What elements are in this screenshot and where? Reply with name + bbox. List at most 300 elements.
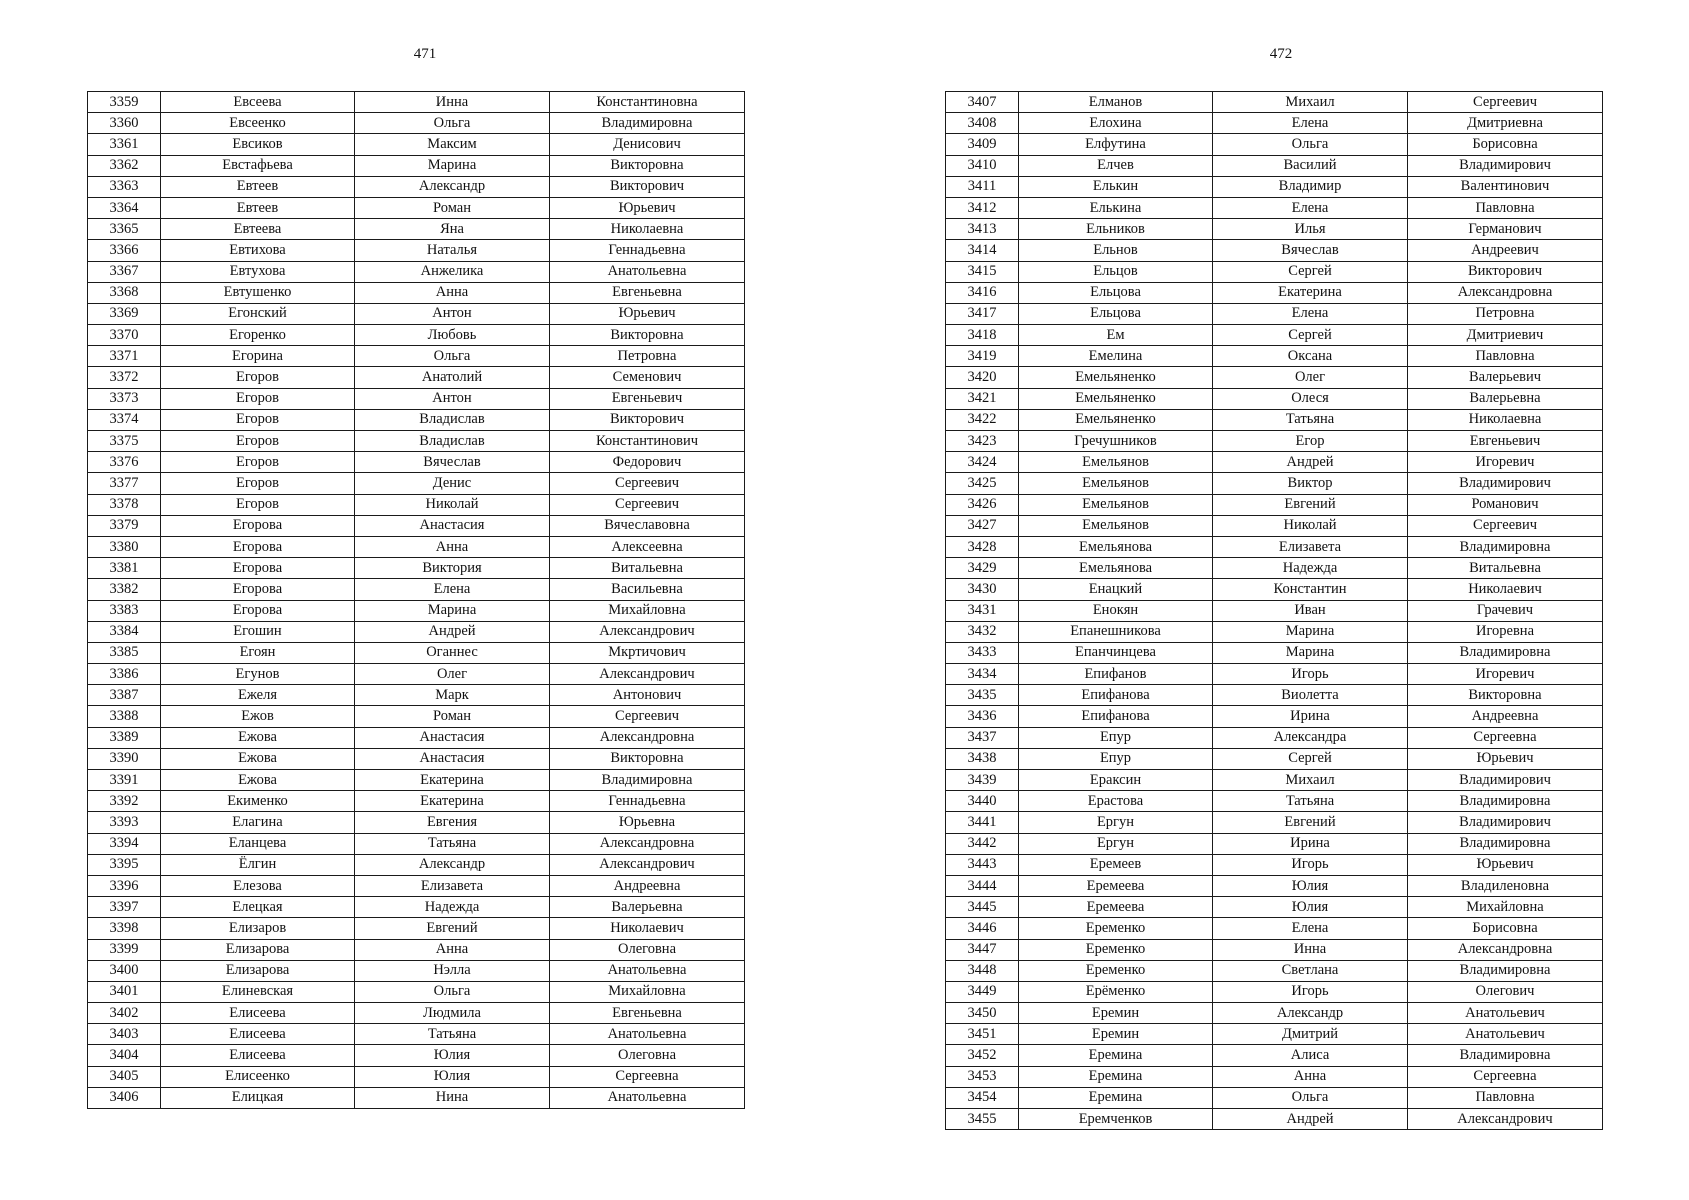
- surname-cell: Евсеева: [161, 92, 355, 113]
- patronymic-cell: Николаевич: [1408, 579, 1603, 600]
- patronymic-cell: Анатольевна: [550, 960, 745, 981]
- patronymic-cell: Константиновна: [550, 92, 745, 113]
- patronymic-cell: Анатольевич: [1408, 1024, 1603, 1045]
- patronymic-cell: Юрьевич: [1408, 854, 1603, 875]
- patronymic-cell: Федорович: [550, 452, 745, 473]
- table-row: [88, 409, 745, 430]
- first-name-cell: Сергей: [1213, 325, 1408, 346]
- table-row: [88, 727, 745, 748]
- first-name-cell: Надежда: [1213, 558, 1408, 579]
- row-number-cell: 3406: [88, 1087, 161, 1108]
- patronymic-cell: Дмитриевна: [1408, 113, 1603, 134]
- first-name-cell: Андрей: [1213, 1109, 1408, 1130]
- row-number-cell: 3416: [946, 282, 1019, 303]
- first-name-cell: Нина: [355, 1087, 550, 1108]
- patronymic-cell: Владиленовна: [1408, 875, 1603, 896]
- surname-cell: Евтеев: [161, 197, 355, 218]
- surname-cell: Егорина: [161, 346, 355, 367]
- row-number-cell: 3430: [946, 579, 1019, 600]
- patronymic-cell: Александровна: [550, 727, 745, 748]
- patronymic-cell: Викторович: [550, 409, 745, 430]
- patronymic-cell: Владимировна: [1408, 833, 1603, 854]
- first-name-cell: Марина: [1213, 621, 1408, 642]
- row-number-cell: 3400: [88, 960, 161, 981]
- surname-cell: Елизарова: [161, 960, 355, 981]
- first-name-cell: Дмитрий: [1213, 1024, 1408, 1045]
- patronymic-cell: Вячеславовна: [550, 515, 745, 536]
- patronymic-cell: Александрович: [550, 854, 745, 875]
- first-name-cell: Владислав: [355, 431, 550, 452]
- first-name-cell: Евгений: [1213, 494, 1408, 515]
- surname-cell: Елиневская: [161, 981, 355, 1002]
- first-name-cell: Анастасия: [355, 748, 550, 769]
- first-name-cell: Игорь: [1213, 854, 1408, 875]
- table-row: [88, 812, 745, 833]
- table-row: [88, 791, 745, 812]
- table-row: [946, 897, 1603, 918]
- row-number-cell: 3375: [88, 431, 161, 452]
- row-number-cell: 3411: [946, 176, 1019, 197]
- table-row: [946, 134, 1603, 155]
- table-row: [946, 558, 1603, 579]
- patronymic-cell: Викторовна: [550, 325, 745, 346]
- row-number-cell: 3439: [946, 770, 1019, 791]
- table-row: [946, 388, 1603, 409]
- row-number-cell: 3405: [88, 1066, 161, 1087]
- row-number-cell: 3451: [946, 1024, 1019, 1045]
- row-number-cell: 3376: [88, 452, 161, 473]
- patronymic-cell: Константинович: [550, 431, 745, 452]
- patronymic-cell: Валентинович: [1408, 176, 1603, 197]
- row-number-cell: 3452: [946, 1045, 1019, 1066]
- surname-cell: Егоров: [161, 494, 355, 515]
- row-number-cell: 3449: [946, 981, 1019, 1002]
- patronymic-cell: Петровна: [1408, 303, 1603, 324]
- table-row: [88, 1087, 745, 1108]
- table-row: [88, 706, 745, 727]
- surname-cell: Егорова: [161, 515, 355, 536]
- surname-cell: Емельянов: [1019, 452, 1213, 473]
- first-name-cell: Евгения: [355, 812, 550, 833]
- table-row: [946, 92, 1603, 113]
- patronymic-cell: Олегович: [1408, 981, 1603, 1002]
- table-row: [88, 536, 745, 557]
- patronymic-cell: Юрьевич: [550, 197, 745, 218]
- surname-cell: Епур: [1019, 748, 1213, 769]
- table-row: [946, 685, 1603, 706]
- page-number-left: 471: [413, 46, 437, 62]
- patronymic-cell: Борисовна: [1408, 134, 1603, 155]
- table-row: [88, 303, 745, 324]
- first-name-cell: Людмила: [355, 1003, 550, 1024]
- first-name-cell: Юлия: [355, 1066, 550, 1087]
- first-name-cell: Елизавета: [1213, 536, 1408, 557]
- surname-cell: Евстафьева: [161, 155, 355, 176]
- row-number-cell: 3403: [88, 1024, 161, 1045]
- patronymic-cell: Викторович: [1408, 261, 1603, 282]
- patronymic-cell: Юрьевна: [550, 812, 745, 833]
- patronymic-cell: Борисовна: [1408, 918, 1603, 939]
- row-number-cell: 3397: [88, 897, 161, 918]
- first-name-cell: Нэлла: [355, 960, 550, 981]
- first-name-cell: Егор: [1213, 431, 1408, 452]
- table-row: [946, 791, 1603, 812]
- surname-cell: Гречушников: [1019, 431, 1213, 452]
- surname-cell: Елицкая: [161, 1087, 355, 1108]
- first-name-cell: Андрей: [1213, 452, 1408, 473]
- row-number-cell: 3443: [946, 854, 1019, 875]
- first-name-cell: Алиса: [1213, 1045, 1408, 1066]
- first-name-cell: Максим: [355, 134, 550, 155]
- patronymic-cell: Игоревна: [1408, 621, 1603, 642]
- patronymic-cell: Витальевна: [550, 558, 745, 579]
- surname-cell: Енацкий: [1019, 579, 1213, 600]
- row-number-cell: 3419: [946, 346, 1019, 367]
- table-row: [946, 833, 1603, 854]
- table-row: [88, 388, 745, 409]
- first-name-cell: Инна: [355, 92, 550, 113]
- row-number-cell: 3367: [88, 261, 161, 282]
- row-number-cell: 3447: [946, 939, 1019, 960]
- table-row: [946, 176, 1603, 197]
- patronymic-cell: Олеговна: [550, 939, 745, 960]
- first-name-cell: Ольга: [1213, 134, 1408, 155]
- patronymic-cell: Викторович: [550, 176, 745, 197]
- surname-cell: Епифанова: [1019, 685, 1213, 706]
- first-name-cell: Елизавета: [355, 875, 550, 896]
- surname-cell: Ераксин: [1019, 770, 1213, 791]
- surname-cell: Егоров: [161, 409, 355, 430]
- row-number-cell: 3387: [88, 685, 161, 706]
- row-number-cell: 3424: [946, 452, 1019, 473]
- surname-cell: Евтушенко: [161, 282, 355, 303]
- row-number-cell: 3434: [946, 664, 1019, 685]
- first-name-cell: Татьяна: [1213, 791, 1408, 812]
- row-number-cell: 3383: [88, 600, 161, 621]
- patronymic-cell: Витальевна: [1408, 558, 1603, 579]
- table-row: [88, 452, 745, 473]
- table-row: [88, 92, 745, 113]
- row-number-cell: 3370: [88, 325, 161, 346]
- row-number-cell: 3453: [946, 1066, 1019, 1087]
- patronymic-cell: Павловна: [1408, 1087, 1603, 1108]
- patronymic-cell: Владимировна: [550, 113, 745, 134]
- table-row: [946, 748, 1603, 769]
- row-number-cell: 3428: [946, 536, 1019, 557]
- row-number-cell: 3364: [88, 197, 161, 218]
- surname-cell: Еременко: [1019, 918, 1213, 939]
- patronymic-cell: Сергеевич: [1408, 92, 1603, 113]
- surname-cell: Егошин: [161, 621, 355, 642]
- patronymic-cell: Владимирович: [1408, 770, 1603, 791]
- surname-cell: Ерёменко: [1019, 981, 1213, 1002]
- surname-cell: Ергун: [1019, 833, 1213, 854]
- surname-cell: Елькина: [1019, 197, 1213, 218]
- first-name-cell: Вячеслав: [355, 452, 550, 473]
- surname-cell: Егоренко: [161, 325, 355, 346]
- row-number-cell: 3389: [88, 727, 161, 748]
- surname-cell: Ерастова: [1019, 791, 1213, 812]
- patronymic-cell: Павловна: [1408, 197, 1603, 218]
- first-name-cell: Ирина: [1213, 833, 1408, 854]
- row-number-cell: 3402: [88, 1003, 161, 1024]
- patronymic-cell: Грачевич: [1408, 600, 1603, 621]
- patronymic-cell: Анатольевна: [550, 1024, 745, 1045]
- table-row: [946, 240, 1603, 261]
- patronymic-cell: Анатольевич: [1408, 1003, 1603, 1024]
- table-row: [946, 854, 1603, 875]
- first-name-cell: Елена: [1213, 197, 1408, 218]
- first-name-cell: Денис: [355, 473, 550, 494]
- patronymic-cell: Романович: [1408, 494, 1603, 515]
- surname-cell: Егорова: [161, 579, 355, 600]
- patronymic-cell: Викторовна: [550, 748, 745, 769]
- row-number-cell: 3379: [88, 515, 161, 536]
- table-row: [946, 515, 1603, 536]
- row-number-cell: 3373: [88, 388, 161, 409]
- surname-cell: Ежова: [161, 748, 355, 769]
- row-number-cell: 3359: [88, 92, 161, 113]
- patronymic-cell: Семенович: [550, 367, 745, 388]
- table-row: [88, 325, 745, 346]
- table-row: [88, 494, 745, 515]
- first-name-cell: Анатолий: [355, 367, 550, 388]
- table-row: [946, 600, 1603, 621]
- table-row: [88, 282, 745, 303]
- row-number-cell: 3407: [946, 92, 1019, 113]
- first-name-cell: Юлия: [1213, 897, 1408, 918]
- row-number-cell: 3381: [88, 558, 161, 579]
- patronymic-cell: Сергеевич: [550, 494, 745, 515]
- table-row: [946, 770, 1603, 791]
- first-name-cell: Наталья: [355, 240, 550, 261]
- first-name-cell: Илья: [1213, 219, 1408, 240]
- patronymic-cell: Владимировна: [550, 770, 745, 791]
- surname-cell: Ежова: [161, 770, 355, 791]
- patronymic-cell: Павловна: [1408, 346, 1603, 367]
- first-name-cell: Анна: [355, 536, 550, 557]
- surname-cell: Елизарова: [161, 939, 355, 960]
- first-name-cell: Анастасия: [355, 727, 550, 748]
- first-name-cell: Владислав: [355, 409, 550, 430]
- surname-cell: Елагина: [161, 812, 355, 833]
- table-row: [946, 494, 1603, 515]
- row-number-cell: 3436: [946, 706, 1019, 727]
- first-name-cell: Юлия: [1213, 875, 1408, 896]
- row-number-cell: 3398: [88, 918, 161, 939]
- table-row: [946, 303, 1603, 324]
- table-row: [946, 960, 1603, 981]
- row-number-cell: 3440: [946, 791, 1019, 812]
- first-name-cell: Елена: [1213, 113, 1408, 134]
- table-row: [946, 325, 1603, 346]
- surname-cell: Еременко: [1019, 960, 1213, 981]
- patronymic-cell: Александровна: [1408, 282, 1603, 303]
- patronymic-cell: Викторовна: [550, 155, 745, 176]
- table-row: [946, 579, 1603, 600]
- row-number-cell: 3421: [946, 388, 1019, 409]
- row-number-cell: 3378: [88, 494, 161, 515]
- row-number-cell: 3425: [946, 473, 1019, 494]
- row-number-cell: 3426: [946, 494, 1019, 515]
- row-number-cell: 3442: [946, 833, 1019, 854]
- first-name-cell: Олег: [355, 664, 550, 685]
- surname-cell: Емельяненко: [1019, 409, 1213, 430]
- first-name-cell: Анжелика: [355, 261, 550, 282]
- surname-cell: Елецкая: [161, 897, 355, 918]
- patronymic-cell: Александрович: [1408, 1109, 1603, 1130]
- first-name-cell: Елена: [1213, 303, 1408, 324]
- row-number-cell: 3417: [946, 303, 1019, 324]
- table-row: [88, 664, 745, 685]
- table-row: [88, 155, 745, 176]
- surname-cell: Евтухова: [161, 261, 355, 282]
- table-row: [88, 431, 745, 452]
- patronymic-cell: Александрович: [550, 664, 745, 685]
- row-number-cell: 3363: [88, 176, 161, 197]
- row-number-cell: 3410: [946, 155, 1019, 176]
- table-row: [88, 1024, 745, 1045]
- row-number-cell: 3429: [946, 558, 1019, 579]
- surname-cell: Епифанова: [1019, 706, 1213, 727]
- row-number-cell: 3415: [946, 261, 1019, 282]
- patronymic-cell: Евгеньевна: [550, 282, 745, 303]
- table-row: [946, 261, 1603, 282]
- surname-cell: Елисеенко: [161, 1066, 355, 1087]
- surname-cell: Ежова: [161, 727, 355, 748]
- surname-cell: Егоров: [161, 367, 355, 388]
- patronymic-cell: Александровна: [550, 833, 745, 854]
- surname-cell: Еремина: [1019, 1066, 1213, 1087]
- surname-cell: Еремина: [1019, 1045, 1213, 1066]
- patronymic-cell: Николаевич: [550, 918, 745, 939]
- surname-cell: Епанчинцева: [1019, 642, 1213, 663]
- first-name-cell: Константин: [1213, 579, 1408, 600]
- surname-cell: Егоян: [161, 642, 355, 663]
- first-name-cell: Татьяна: [355, 1024, 550, 1045]
- patronymic-cell: Евгеньевич: [1408, 431, 1603, 452]
- table-row: [88, 579, 745, 600]
- patronymic-cell: Владимировна: [1408, 791, 1603, 812]
- table-row: [946, 621, 1603, 642]
- surname-cell: Емельяненко: [1019, 388, 1213, 409]
- first-name-cell: Ольга: [355, 981, 550, 1002]
- patronymic-cell: Валерьевна: [1408, 388, 1603, 409]
- table-row: [88, 833, 745, 854]
- row-number-cell: 3423: [946, 431, 1019, 452]
- surname-cell: Епифанов: [1019, 664, 1213, 685]
- surname-cell: Ельцова: [1019, 303, 1213, 324]
- first-name-cell: Оксана: [1213, 346, 1408, 367]
- first-name-cell: Николай: [1213, 515, 1408, 536]
- row-number-cell: 3386: [88, 664, 161, 685]
- table-row: [88, 473, 745, 494]
- first-name-cell: Виктор: [1213, 473, 1408, 494]
- patronymic-cell: Евгеньевич: [550, 388, 745, 409]
- row-number-cell: 3445: [946, 897, 1019, 918]
- first-name-cell: Екатерина: [1213, 282, 1408, 303]
- patronymic-cell: Игоревич: [1408, 452, 1603, 473]
- surname-cell: Егоров: [161, 452, 355, 473]
- patronymic-cell: Николаевна: [1408, 409, 1603, 430]
- first-name-cell: Яна: [355, 219, 550, 240]
- first-name-cell: Михаил: [1213, 92, 1408, 113]
- first-name-cell: Антон: [355, 388, 550, 409]
- row-number-cell: 3385: [88, 642, 161, 663]
- table-row: [88, 939, 745, 960]
- table-row: [946, 981, 1603, 1002]
- row-number-cell: 3450: [946, 1003, 1019, 1024]
- row-number-cell: 3438: [946, 748, 1019, 769]
- first-name-cell: Евгений: [1213, 812, 1408, 833]
- row-number-cell: 3431: [946, 600, 1019, 621]
- row-number-cell: 3382: [88, 579, 161, 600]
- first-name-cell: Екатерина: [355, 770, 550, 791]
- surname-cell: Еремин: [1019, 1024, 1213, 1045]
- first-name-cell: Татьяна: [1213, 409, 1408, 430]
- surname-cell: Елезова: [161, 875, 355, 896]
- surname-cell: Елфутина: [1019, 134, 1213, 155]
- patronymic-cell: Андреевич: [1408, 240, 1603, 261]
- table-row: [88, 515, 745, 536]
- patronymic-cell: Сергеевич: [550, 706, 745, 727]
- first-name-cell: Игорь: [1213, 664, 1408, 685]
- patronymic-cell: Мкртичович: [550, 642, 745, 663]
- table-row: [88, 367, 745, 388]
- first-name-cell: Светлана: [1213, 960, 1408, 981]
- patronymic-cell: Геннадьевна: [550, 791, 745, 812]
- surname-cell: Егорова: [161, 536, 355, 557]
- surname-cell: Ёлгин: [161, 854, 355, 875]
- surname-cell: Еремеева: [1019, 875, 1213, 896]
- patronymic-cell: Владимировна: [1408, 960, 1603, 981]
- surname-cell: Емельянов: [1019, 515, 1213, 536]
- surname-cell: Егоров: [161, 473, 355, 494]
- row-number-cell: 3395: [88, 854, 161, 875]
- patronymic-cell: Михайловна: [550, 600, 745, 621]
- surname-cell: Евтихова: [161, 240, 355, 261]
- patronymic-cell: Михайловна: [1408, 897, 1603, 918]
- first-name-cell: Виктория: [355, 558, 550, 579]
- surname-cell: Егорова: [161, 558, 355, 579]
- patronymic-cell: Владимировна: [1408, 536, 1603, 557]
- table-row: [88, 918, 745, 939]
- row-number-cell: 3435: [946, 685, 1019, 706]
- table-row: [946, 409, 1603, 430]
- row-number-cell: 3446: [946, 918, 1019, 939]
- row-number-cell: 3392: [88, 791, 161, 812]
- table-row: [88, 685, 745, 706]
- first-name-cell: Елена: [355, 579, 550, 600]
- first-name-cell: Александр: [355, 854, 550, 875]
- row-number-cell: 3377: [88, 473, 161, 494]
- row-number-cell: 3399: [88, 939, 161, 960]
- patronymic-cell: Геннадьевна: [550, 240, 745, 261]
- table-row: [946, 918, 1603, 939]
- patronymic-cell: Евгеньевна: [550, 1003, 745, 1024]
- table-row: [946, 642, 1603, 663]
- row-number-cell: 3433: [946, 642, 1019, 663]
- first-name-cell: Владимир: [1213, 176, 1408, 197]
- table-row: [946, 1003, 1603, 1024]
- patronymic-cell: Михайловна: [550, 981, 745, 1002]
- row-number-cell: 3391: [88, 770, 161, 791]
- patronymic-cell: Владимировна: [1408, 1045, 1603, 1066]
- table-row: [946, 367, 1603, 388]
- table-row: [946, 536, 1603, 557]
- table-row: [88, 240, 745, 261]
- patronymic-cell: Андреевна: [550, 875, 745, 896]
